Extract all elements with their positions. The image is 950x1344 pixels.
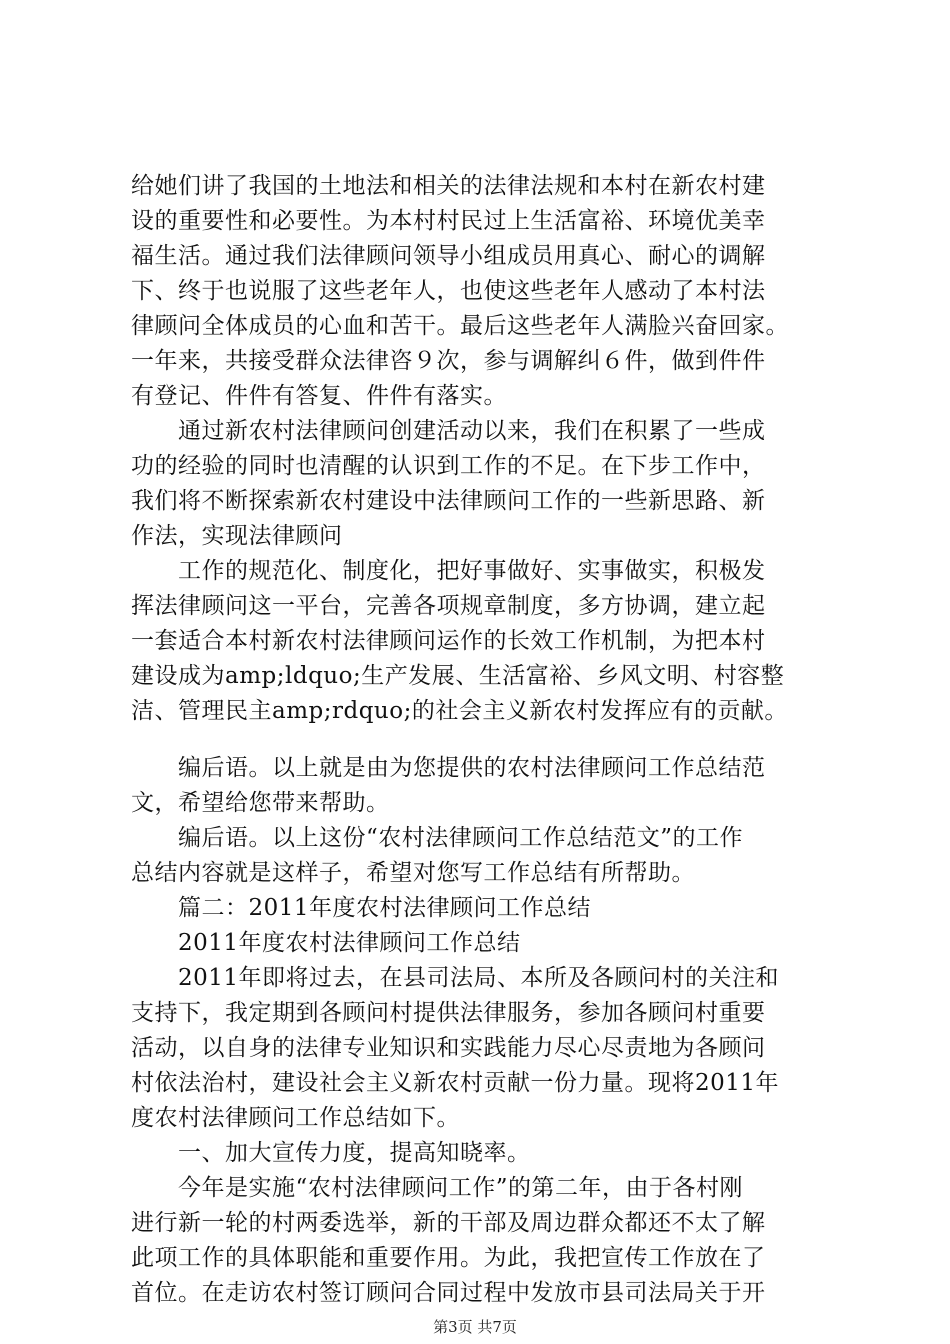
text-line: 给她们讲了我国的土地法和相关的法律法规和本村在新农村建 <box>131 173 766 199</box>
text-line: 编后语。以上这份“农村法律顾问工作总结范文”的工作 <box>178 825 744 851</box>
text-line: 作法，实现法律顾问 <box>131 523 343 549</box>
text-line: 我们将不断探索新农村建设中法律顾问工作的一些新思路、新 <box>131 488 766 514</box>
text-line: 建设成为amp;ldquo;生产发展、生活富裕、乡风文明、村容整 <box>131 663 785 689</box>
text-line: 挥法律顾问这一平台，完善各项规章制度，多方协调，建立起 <box>131 593 766 619</box>
text-line: 度农村法律顾问工作总结如下。 <box>131 1105 460 1131</box>
text-line: 通过新农村法律顾问创建活动以来，我们在积累了一些成 <box>178 418 766 444</box>
text-line: 福生活。通过我们法律顾问领导小组成员用真心、耐心的调解 <box>131 243 766 269</box>
text-line: 活动，以自身的法律专业知识和实践能力尽心尽责地为各顾问 <box>131 1035 766 1061</box>
section-subheading: 2011年度农村法律顾问工作总结 <box>178 930 521 956</box>
text-line: 一、加大宣传力度，提高知晓率。 <box>178 1140 531 1166</box>
text-line: 首位。在走访农村签订顾问合同过程中发放市县司法局关于开 <box>131 1280 766 1306</box>
text-line: 一套适合本村新农村法律顾问运作的长效工作机制，为把本村 <box>131 628 766 654</box>
text-line: 今年是实施“农村法律顾问工作”的第二年，由于各村刚 <box>178 1175 744 1201</box>
section-heading: 篇二：2011年度农村法律顾问工作总结 <box>178 895 592 921</box>
text-line: 文，希望给您带来帮助。 <box>131 790 390 816</box>
text-line: 支持下，我定期到各顾问村提供法律服务，参加各顾问村重要 <box>131 1000 766 1026</box>
text-line: 功的经验的同时也清醒的认识到工作的不足。在下步工作中， <box>131 453 766 479</box>
text-line: 下、终于也说服了这些老年人，也使这些老年人感动了本村法 <box>131 278 766 304</box>
page-number-footer: 第3页 共7页 <box>433 1318 517 1336</box>
text-line: 此项工作的具体职能和重要作用。为此，我把宣传工作放在了 <box>131 1245 766 1271</box>
text-line: 一年来，共接受群众法律咨９次，参与调解纠６件，做到件件 <box>131 348 766 374</box>
text-line: 设的重要性和必要性。为本村村民过上生活富裕、环境优美幸 <box>131 208 766 234</box>
text-line: 工作的规范化、制度化，把好事做好、实事做实，积极发 <box>178 558 766 584</box>
text-line: 总结内容就是这样子，希望对您写工作总结有所帮助。 <box>131 860 695 886</box>
text-line: 进行新一轮的村两委选举，新的干部及周边群众都还不太了解 <box>131 1210 766 1236</box>
text-line: 编后语。以上就是由为您提供的农村法律顾问工作总结范 <box>178 755 766 781</box>
text-line: 2011年即将过去，在县司法局、本所及各顾问村的关注和 <box>178 965 780 991</box>
text-line: 村依法治村，建设社会主义新农村贡献一份力量。现将2011年 <box>131 1070 780 1096</box>
text-line: 律顾问全体成员的心血和苦干。最后这些老年人满脸兴奋回家。 <box>131 313 789 339</box>
text-line: 洁、管理民主amp;rdquo;的社会主义新农村发挥应有的贡献。 <box>131 698 788 724</box>
text-line: 有登记、件件有答复、件件有落实。 <box>131 383 507 409</box>
